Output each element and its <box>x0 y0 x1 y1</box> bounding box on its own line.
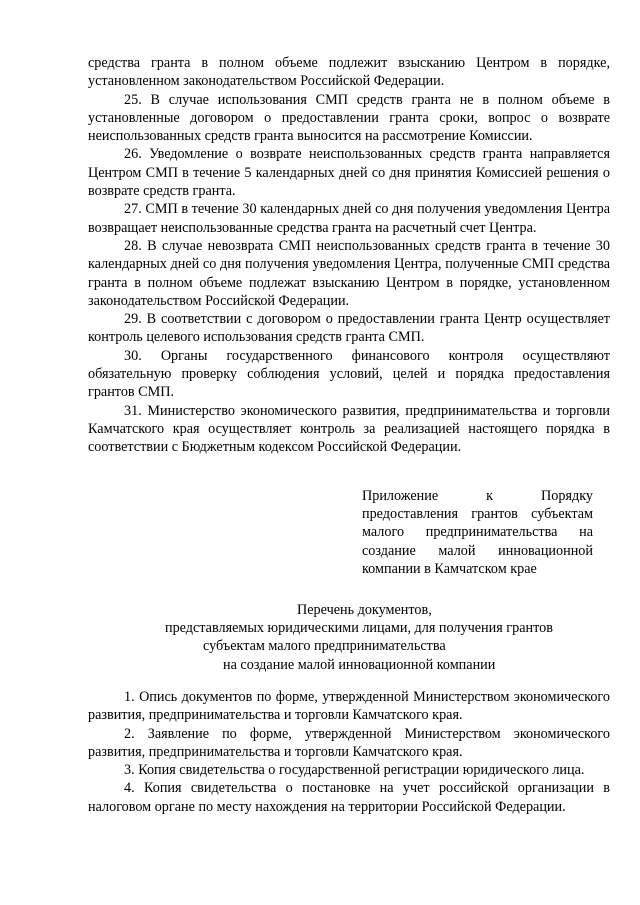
list-item: 1. Опись документов по форме, утвержденной Министерством экономического развития, предпринимательства и торговли Камчатского края. <box>88 689 610 724</box>
list-title-line-1: Перечень документов, <box>297 602 432 618</box>
paragraph-29: 29. В соответствии с договором о предоставлении гранта Центр осуществляет контроль целевого использования средств гранта СМП. <box>88 311 610 346</box>
list-title-line-3: субъектам малого предпринимательства <box>203 638 446 655</box>
list-title <box>88 601 610 674</box>
appendix-note: Приложение к Порядку предоставления грантов субъектам малого предпринимательства на создание малой инновационной компании в Камчатском крае <box>362 488 593 577</box>
paragraph-30: 30. Органы государственного финансового контроля осуществляют обязательную проверку соблюдения условий, целей и порядка предоставления грантов СМП. <box>88 347 610 401</box>
document-body <box>88 54 610 457</box>
paragraph-28: 28. В случае невозврата СМП неиспользованных средств гранта в течение 30 календарных дней со дня получения уведомления Центра, полученные СМП средства гранта в полном объеме подлежат взысканию Центром в порядке, установленном законодательством Российской Федерации. <box>88 237 610 309</box>
list-item: 2. Заявление по форме, утвержденной Министерством экономического развития, предпринимательства и торговли Камчатского края. <box>88 725 610 760</box>
list-title-line-2: представляемых юридическими лицами, для получения грантов <box>165 620 553 637</box>
paragraph-25: 25. В случае использования СМП средств гранта не в полном объеме в установленные договором о предоставлении гранта сроки, вопрос о возврате неиспользованных средств гранта выносится на рассмотрение Комиссии. <box>88 91 610 145</box>
list-item: 4. Копия свидетельства о постановке на учет российской организации в налоговом органе по месту нахождения на территории Российской Федерации. <box>88 780 610 815</box>
list-title-line-4: на создание малой инновационной компании <box>223 656 496 673</box>
paragraph-27: 27. СМП в течение 30 календарных дней со дня получения уведомления Центра возвращает неиспользованные средства гранта на расчетный счет Центра. <box>88 201 610 236</box>
paragraph-31: 31. Министерство экономического развития, предпринимательства и торговли Камчатского края осуществляет контроль за реализацией настоящего порядка в соответствии с Бюджетным кодексом Российской Федерации. <box>88 402 610 456</box>
document-list <box>88 688 610 816</box>
list-item: 3. Копия свидетельства о государственной регистрации юридического лица. <box>124 762 585 779</box>
paragraph-26: 26. Уведомление о возврате неиспользованных средств гранта направляется Центром СМП в течение 5 календарных дней со дня принятия Комиссией решения о возврате средств гранта. <box>88 146 610 200</box>
paragraph-continuation: средства гранта в полном объеме подлежит взысканию Центром в порядке, установленном законодательством Российской Федерации. <box>88 55 610 90</box>
